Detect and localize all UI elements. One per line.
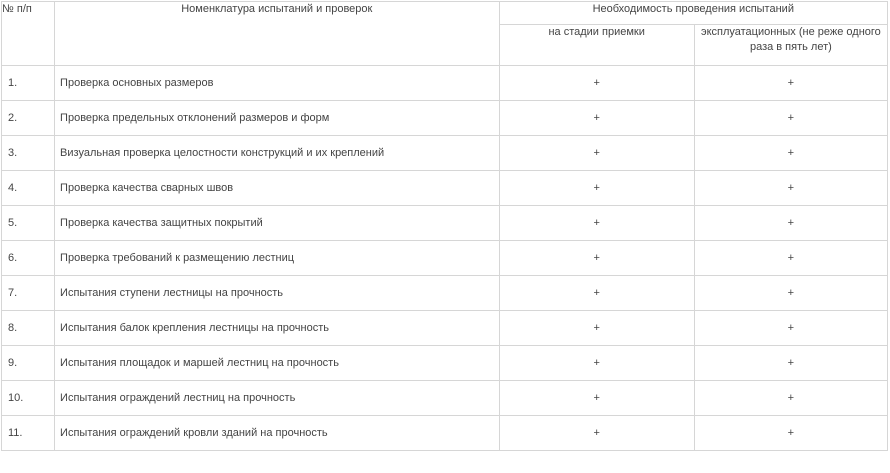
row-operational-mark: +	[694, 206, 887, 241]
table-row	[2, 136, 888, 171]
row-operational-mark: +	[694, 346, 887, 381]
row-acceptance-mark: +	[499, 381, 694, 416]
table-row	[2, 66, 888, 101]
table-row	[2, 241, 888, 276]
row-num: 9.	[2, 346, 55, 381]
header-acceptance: на стадии приемки	[499, 25, 694, 66]
row-num: 2.	[2, 101, 55, 136]
header-num: № п/п	[2, 2, 55, 66]
table-row	[2, 416, 888, 451]
table-row	[2, 276, 888, 311]
row-operational-mark: +	[694, 311, 887, 346]
header-need: Необходимость проведения испытаний	[499, 2, 887, 25]
table-row	[2, 381, 888, 416]
row-operational-mark: +	[694, 241, 887, 276]
table-row	[2, 206, 888, 241]
row-num: 6.	[2, 241, 55, 276]
row-operational-mark: +	[694, 171, 887, 206]
row-num: 5.	[2, 206, 55, 241]
row-name: Проверка требований к размещению лестниц	[55, 241, 500, 276]
row-name: Проверка предельных отклонений размеров и форм	[55, 101, 500, 136]
row-acceptance-mark: +	[499, 66, 694, 101]
row-acceptance-mark: +	[499, 101, 694, 136]
row-operational-mark: +	[694, 381, 887, 416]
row-operational-mark: +	[694, 416, 887, 451]
row-acceptance-mark: +	[499, 416, 694, 451]
row-name: Проверка качества защитных покрытий	[55, 206, 500, 241]
row-name: Испытания балок крепления лестницы на прочность	[55, 311, 500, 346]
table-row	[2, 311, 888, 346]
row-acceptance-mark: +	[499, 136, 694, 171]
row-name: Испытания ступени лестницы на прочность	[55, 276, 500, 311]
row-operational-mark: +	[694, 136, 887, 171]
row-num: 7.	[2, 276, 55, 311]
row-num: 1.	[2, 66, 55, 101]
row-name: Проверка качества сварных швов	[55, 171, 500, 206]
row-name: Проверка основных размеров	[55, 66, 500, 101]
row-num: 4.	[2, 171, 55, 206]
row-name: Визуальная проверка целостности конструкций и их креплений	[55, 136, 500, 171]
row-num: 11.	[2, 416, 55, 451]
row-acceptance-mark: +	[499, 241, 694, 276]
row-num: 10.	[2, 381, 55, 416]
table-row	[2, 101, 888, 136]
row-name: Испытания ограждений кровли зданий на прочность	[55, 416, 500, 451]
row-operational-mark: +	[694, 276, 887, 311]
header-operational: эксплуатационных (не реже одного раза в пять лет)	[694, 25, 887, 66]
row-acceptance-mark: +	[499, 311, 694, 346]
row-num: 3.	[2, 136, 55, 171]
table-row	[2, 346, 888, 381]
row-operational-mark: +	[694, 66, 887, 101]
row-acceptance-mark: +	[499, 206, 694, 241]
table-row	[2, 171, 888, 206]
header-name: Номенклатура испытаний и проверок	[55, 2, 500, 66]
row-num: 8.	[2, 311, 55, 346]
row-name: Испытания ограждений лестниц на прочность	[55, 381, 500, 416]
row-acceptance-mark: +	[499, 276, 694, 311]
row-operational-mark: +	[694, 101, 887, 136]
row-acceptance-mark: +	[499, 171, 694, 206]
row-acceptance-mark: +	[499, 346, 694, 381]
row-name: Испытания площадок и маршей лестниц на прочность	[55, 346, 500, 381]
tests-table	[1, 1, 888, 451]
